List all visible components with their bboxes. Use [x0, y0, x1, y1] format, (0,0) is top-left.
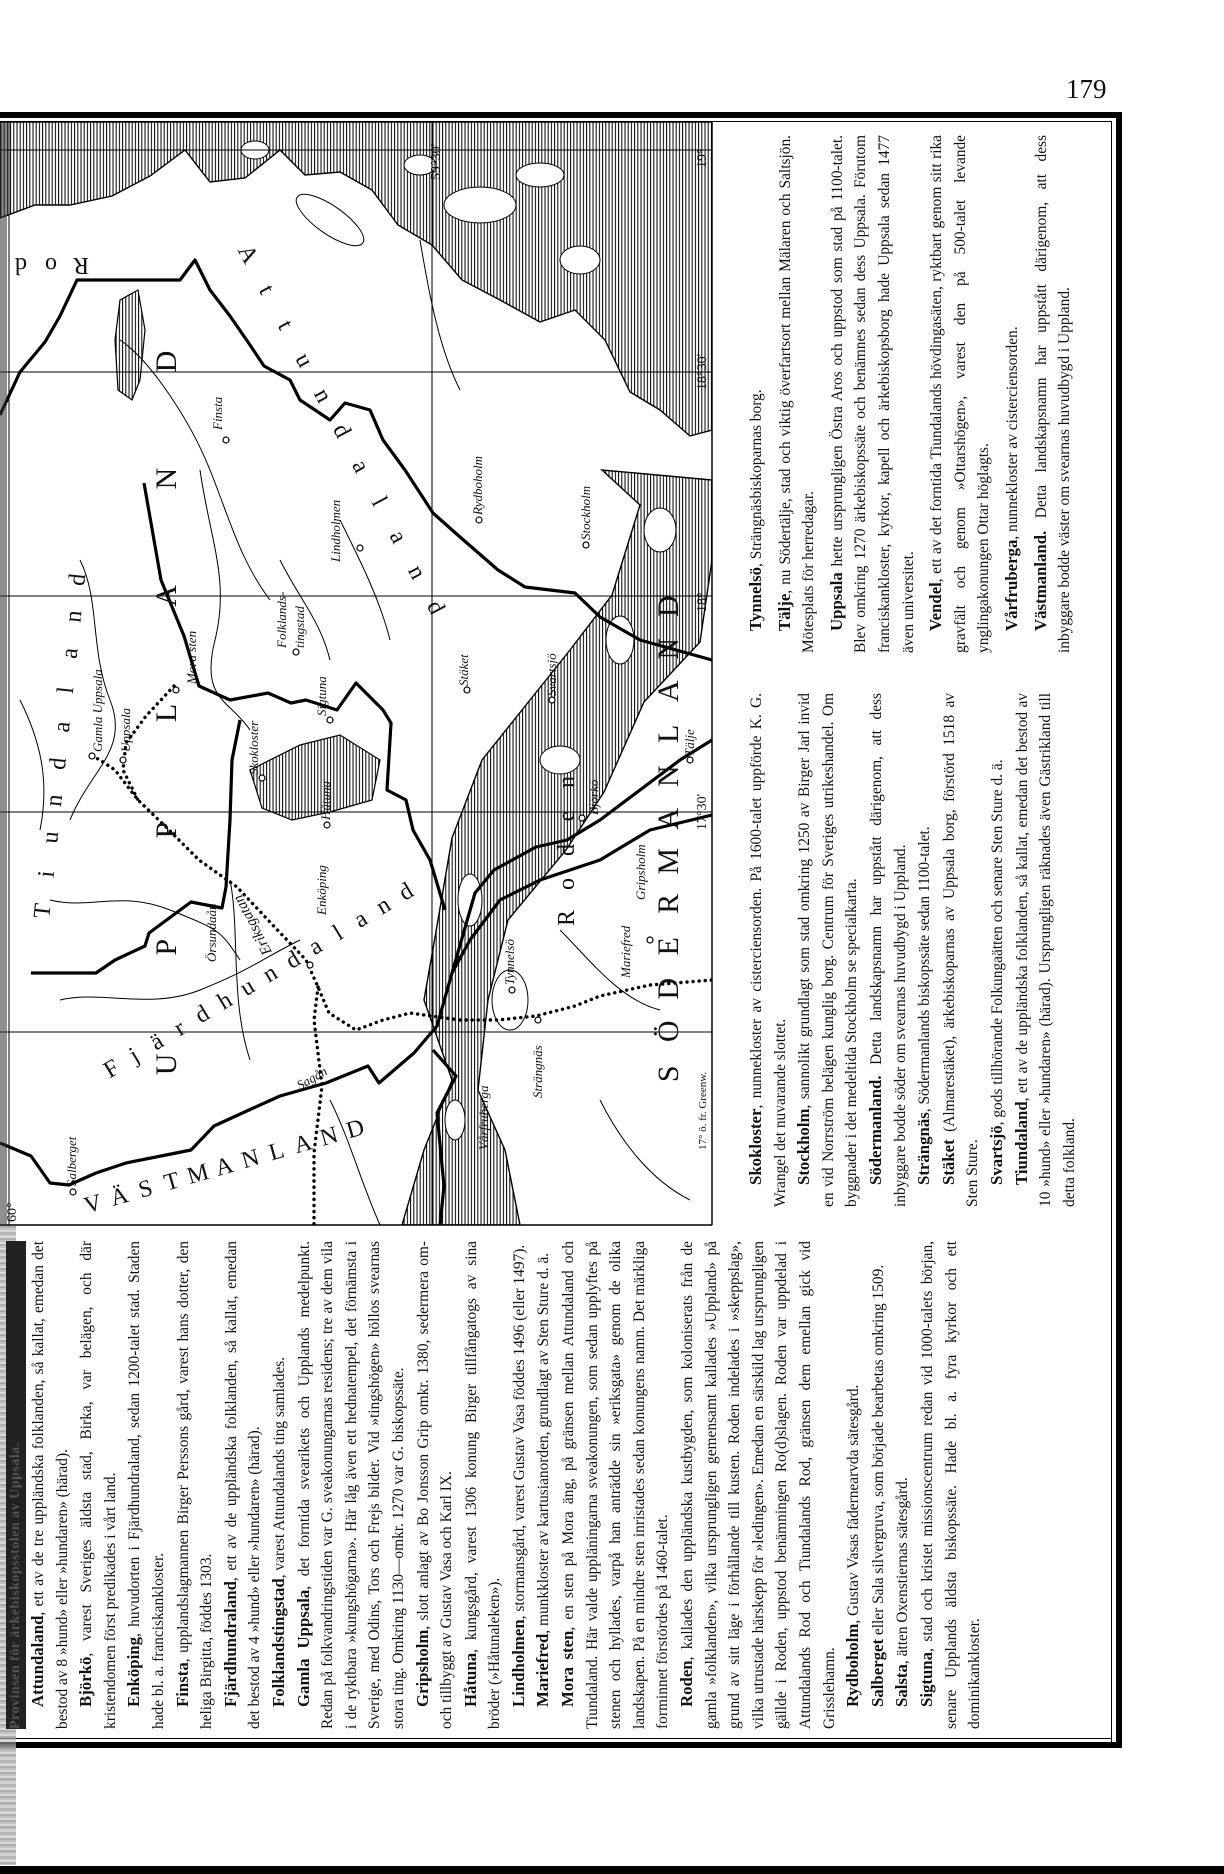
region-label-letter: n [308, 384, 337, 408]
entry-term: Finsta [172, 1662, 192, 1707]
region-label-letter: N [652, 637, 685, 660]
region-label-letter: N [150, 467, 183, 490]
place-label-svartsjo: Svartsjö [544, 653, 559, 696]
region-label-letter: e [554, 810, 580, 822]
gazetteer-entry [744, 135, 769, 653]
gazetteer-entry [267, 1241, 292, 1729]
entry-text: , Gustav Vasas fädernearvda sätesgård. [845, 1384, 863, 1624]
region-label-letter: a [346, 455, 375, 478]
entry-text: , stormansgård, varest Gustav Vasa föddes 1496 (eller 1497). [510, 1244, 528, 1620]
region-label-letter: R [652, 893, 685, 914]
place-label-sigtuna: Sigtuna [314, 676, 329, 716]
region-label-letter: n [60, 609, 88, 624]
section-heading: Provinsen för ärkebiskopsstolen av Uppsala. [6, 1241, 26, 1729]
region-label-letter: a [304, 932, 327, 961]
region-label-letter: r [169, 1015, 190, 1042]
region-label-letter: A [652, 680, 685, 703]
entry-term: Uppsala [826, 572, 846, 631]
region-label-letter: t [253, 280, 280, 299]
entry-term: Gripsholm [412, 1629, 432, 1707]
entry-term: Mariefred [533, 1633, 553, 1707]
place-label-mora-sten: Mora sten [184, 630, 199, 684]
gazetteer-entry [773, 135, 821, 653]
entry-term: Gamla Uppsala [293, 1589, 313, 1707]
place-label-finsta: Finsta [210, 396, 225, 430]
entry-text: , varest Attundalands ting samlades. [270, 1356, 288, 1579]
grid-label-19: 19° [695, 148, 710, 168]
region-label-letter: d [421, 596, 450, 619]
region-label-letter: n [258, 959, 283, 989]
place-label-gamla-uppsala: Gamla Uppsala [90, 669, 105, 752]
place-label-gripsholm: Gripsholm [633, 844, 648, 900]
region-label-letter: d [15, 252, 27, 278]
entry-text: , kungsgård, varest 1306 konung Birger tillfångatogs av sina bröder (»Håtunaleken»). [462, 1241, 504, 1729]
grid-label-60: 60° [5, 1202, 20, 1222]
gazetteer-column-1 [6, 1241, 987, 1729]
region-label-letter: o [554, 878, 580, 890]
region-label-letter: N [317, 1121, 342, 1152]
entry-term: Skokloster [746, 1108, 765, 1185]
region-label-letter: P [150, 938, 183, 956]
gazetteer-entry [890, 1241, 915, 1729]
region-label-letter: A [212, 1152, 237, 1182]
page-number: 179 [1066, 74, 1107, 104]
region-label-letter: Ä [107, 1182, 132, 1212]
gazetteer-entry [915, 1241, 987, 1729]
entry-text: , en sten på Mora äng, på gränsen mellan Attundaland och Tiundaland. Här valde uppläningarna sveakonungen, som sedan upplyftes på stenen och hyllades, varpå han anträdde sin »eriksgata» genom de olika landskapen. På en mindre sten inristades sedan konungens namn. Det märkliga forminnet förstördes på 1460-talet. [560, 1241, 672, 1729]
entry-text: hette ursprungligen Östra Aros och uppstod som stad på 1100-talet. Blev omkring 1270 ärkebiskopssäte och benämnes sedan dess Uppsala. Förutom franciskankloster, kyrkor, kapell och ärkebiskopsborg hade Uppsala sedan 1477 även universitet. [828, 135, 917, 653]
grid-label-17-30: 17°30' [695, 793, 710, 830]
region-label-letter: u [289, 348, 319, 372]
region-label-letter: a [349, 905, 373, 934]
place-label-talje: Tälje [682, 729, 697, 756]
entry-text: , huvudorten i Fjärdhundraland, sedan 1200-talet stad. Staden hade bl. a. franciskankloster. [126, 1241, 167, 1729]
region-label-letter: A [150, 585, 183, 607]
entry-text: , ett av de uppländska folklanden, så kallat, emedan det bestod av 10 »hund» eller »hundaren» (härad). Ursprungligen räknades även Gästrikland till detta folkland. [1013, 693, 1078, 1207]
entry-term: Sigtuna [916, 1651, 936, 1707]
place-label-salberget: Salberget [64, 1136, 79, 1186]
entry-term: Västmanland. [1030, 530, 1050, 631]
region-label-letter: n [554, 776, 580, 788]
entry-text: Detta landskapsnamn har uppstått därigenom, att dess inbyggare bodde väster om svearnas huvudbygd i Uppland. [1032, 135, 1074, 653]
region-label-letter: D [652, 595, 685, 618]
rotated-text-layer [0, 115, 1120, 1745]
entry-term: Roden [677, 1660, 697, 1707]
gazetteer-entry [744, 693, 792, 1207]
place-label-enkoping: Enköping [314, 865, 329, 915]
region-label-letter: d [327, 419, 356, 443]
place-label-uppsala: Uppsala [118, 707, 133, 752]
place-label-staket: Stäket [456, 654, 471, 686]
region-label-letter: i [33, 869, 61, 879]
entry-term: Tälje [774, 593, 794, 631]
entry-term: Tiundaland [1011, 1101, 1031, 1185]
place-label-tynnelso: Tynnelsö [502, 939, 517, 985]
entry-text: , ett av de tre uppländska folklanden, så kallat, emedan det bestod av 8 »hund» eller »hundaren» (härad). [30, 1241, 71, 1729]
region-label-letter: D [150, 350, 183, 373]
place-label-folklandstingstad-2: tingstad [292, 606, 307, 648]
entry-term: Björkö [76, 1656, 96, 1707]
entry-term: Vårfruberga [1001, 539, 1021, 631]
region-label-letter: V [81, 1189, 106, 1220]
region-label-letter: l [365, 492, 393, 511]
entry-text: , det forntida svearikets och Upplands medelpunkt. Redan på folkvandringstiden var G. sveakonungarnas residens; tre av dem vila i de ryktbara »kungshögarna». Här låg även ett hednatempel, det förnämsta i Sverige, med Odins, Tors och Frejs bilder. Vid »tingshögen» höllos svearnas stora ting. Omkring 1130—omkr. 1270 var G. biskopssäte. [295, 1241, 407, 1729]
region-label-letter: D [343, 1114, 368, 1145]
region-label-letter: P [150, 821, 183, 839]
gazetteer-column-2 [744, 693, 1081, 1207]
gazetteer-entry [459, 1241, 507, 1729]
gazetteer-entry [1000, 135, 1025, 653]
place-label-eriksgatan: Eriksgatan [230, 891, 276, 958]
entry-term: Salberget [867, 1638, 887, 1707]
gazetteer-entry [866, 1241, 891, 1729]
region-label-letter: d [394, 877, 419, 907]
region-label-letter: d [44, 756, 72, 771]
region-label-letter: A [232, 240, 264, 269]
region-label-letter: L [150, 703, 183, 723]
region-label-letter: d [190, 1000, 215, 1029]
place-label-hatuna: Håtuna [318, 781, 333, 820]
entry-term: Folklandstingstad [268, 1578, 288, 1707]
entry-term: Rydboholm [843, 1623, 863, 1707]
entry-term: Enköping [124, 1637, 144, 1707]
entry-text: , Strängnäsbiskoparnas borg. [748, 389, 765, 567]
gazetteer-entry [675, 1241, 841, 1729]
region-label-letter: n [371, 891, 396, 921]
entry-term: Lindholmen [508, 1619, 528, 1707]
place-label-lindholmen: Lindholmen [328, 499, 343, 562]
grid-label-18: 18° [695, 592, 710, 612]
grid-label-17: 17° ö. fr. Greenw. [697, 1071, 709, 1150]
place-label-varfruberga: Vårfruberga [476, 1085, 491, 1150]
entry-term: Håtuna [460, 1652, 480, 1707]
region-label-letter: R [554, 909, 580, 927]
entry-text: , munkkloster av kartusianorden, grundlagt av Sten Sture d. ä. [535, 1252, 553, 1634]
entry-text: , gods tillhörande Folkungaätten och senare Sten Sture d. ä. [988, 759, 1006, 1126]
region-label-letter: R [72, 252, 90, 278]
place-label-bjorko: Björkö [586, 779, 601, 815]
region-label-letter: l [52, 685, 80, 695]
region-label-letter: n [40, 793, 69, 808]
grid-label-59-30: 59°30' [429, 143, 444, 180]
gazetteer-entry [1010, 693, 1082, 1207]
region-label-letter: M [652, 847, 685, 875]
region-label-letter: L [652, 724, 685, 743]
region-label-letter: j [124, 1042, 144, 1069]
region-label-letter: a [48, 720, 76, 734]
place-label-sagan: Sagån [294, 1063, 330, 1093]
gazetteer-entry [864, 693, 912, 1207]
region-label-letter: S [652, 1065, 685, 1083]
entry-text: , Södermanlands biskopssäte sedan 1100-talet. [916, 826, 934, 1113]
entry-text: , nu Södertälje, stad och viktig överfartsort mellan Mälaren och Saltsjön. Mötesplats för herredagar. [776, 135, 818, 653]
region-label-letter: d [554, 844, 580, 856]
region-label-letter: S [135, 1175, 156, 1204]
entry-text: , ett av det forntida Tiundalands hövdingasäten, ryktbart genom sitt rika gravfält och genom »Ottarshögen», varest den på 500-talet levande ynglingakonungen Ottar höglagts. [928, 135, 993, 653]
region-label-letter: A [652, 807, 685, 830]
place-label-orsundaan: Örsundaån [204, 903, 219, 962]
gazetteer-entry [26, 1241, 74, 1729]
entry-text: , nunnekloster av cisterciensorden. På 1600-talet uppförde K. G. Wrangel det nuvarande slottet. [748, 693, 789, 1207]
gazetteer-entry [219, 1241, 267, 1729]
region-label-letter: L [266, 1137, 288, 1167]
entry-term: Vendel [926, 582, 946, 631]
entry-text: , ett av de uppländska folklanden, så kallat, emedan det bestod av 4 »hund» eller »hundaren» (härad). [222, 1241, 264, 1729]
entry-text: , kallades den uppländska kustbygden, som koloniserats från de gamla »folklanden», vilka ursprungligen gemensamt kallades »Uppland» på grund av sitt läge i förhållande till kusten. Roden indelades i »skeppslag», vilka utrustade härskepp för »ledingen». Emedan en särskild lag ursprungligen gällde i Roden, uppstod benämningen Ro(d)slagen. Roden var uppdelad i Attundalands Rod och Tiundalands Rod, gränsen dem emellan gick vid Grisslehamn. [679, 1241, 838, 1729]
entry-term: Stäket [938, 1139, 958, 1185]
region-label-letter: T [29, 902, 57, 920]
entry-term: Tynnelsö [746, 566, 765, 631]
gazetteer-entry [292, 1241, 411, 1729]
region-label-letter: D [652, 977, 685, 1000]
entry-text: , nunnekloster av cisterciensorden. [1003, 326, 1021, 540]
place-label-rydboholm: Rydboholm [470, 456, 485, 515]
region-label-letter: N [238, 1144, 263, 1175]
region-label-letter: h [213, 986, 237, 1016]
gazetteer-entry [825, 135, 920, 653]
region-label-letter: d [64, 572, 92, 587]
region-label-letter: T [161, 1167, 183, 1197]
entry-text: (Almarestäket), ärkebiskoparnas av Uppsala borg, förstörd 1518 av Sten Sture. [940, 693, 982, 1207]
place-label-mariefred: Mariefred [618, 925, 633, 978]
entry-text: , ätten Oxenstiernas sätesgård. [894, 1477, 912, 1665]
entry-text: , varest Sveriges äldsta stad, Birka, var belägen, och där kristendomen först predikades i vårt land. [78, 1241, 119, 1729]
gazetteer-entry [792, 693, 864, 1207]
region-label-letter: U [150, 1053, 183, 1076]
gazetteer-entry [924, 135, 996, 653]
entry-text: eller Sala silvergruva, som började bearbetas omkring 1509. [869, 1264, 887, 1639]
entry-term: Fjärdhundraland [220, 1581, 240, 1707]
region-label-letter: F [99, 1054, 125, 1084]
gazetteer-entry [1029, 135, 1077, 653]
entry-text: , slott anlagt av Bo Jonsson Grip omkr. 1380, sedermera om- och tillbyggt av Gustav Vasa och Karl IX. [414, 1241, 456, 1729]
gazetteer-entry [171, 1241, 219, 1729]
entry-term: Stockholm [794, 1108, 814, 1185]
gazetteer-entry [531, 1241, 556, 1729]
gazetteer-entry [841, 1241, 866, 1729]
region-label-letter: t [272, 315, 299, 335]
entry-term: Södermanland. [865, 1075, 885, 1185]
region-label-letter: E [652, 937, 685, 956]
region-label-letter: a [383, 526, 412, 548]
gazetteer-entry [507, 1241, 532, 1729]
place-label-stockholm: Stockholm [578, 485, 593, 540]
gazetteer-entry [985, 693, 1010, 1207]
gazetteer-entry [937, 693, 985, 1207]
region-label-letter: A [290, 1129, 315, 1160]
region-label-letter: d [281, 946, 305, 975]
entry-term: Strängnäs [914, 1112, 934, 1185]
region-label-letter: n [402, 560, 431, 584]
region-label-letter: o [45, 252, 57, 278]
gazetteer-entry [912, 693, 937, 1207]
entry-text: , stad och kristet missionscentrum redan vid 1000-talets början, senare Upplands äldsta biskopssäte. Hade bl. a. fyra kyrkor och ett dominikankloster. [918, 1241, 984, 1729]
region-label-letter: N [652, 765, 685, 788]
entry-text: , sannolikt grundlagt som stad omkring 1250 av Birger Jarl invid en vid Norrström belägen kunglig borg. Centrum för Sveriges utrikeshandel. Om byggnader i det medeltida Stockholm se specialkarta. [796, 693, 861, 1207]
entry-text: Detta landskapsnamn har uppstått därigenom, att dess inbyggare bodde söder om svearnas huvudbygd i Uppland. [867, 693, 909, 1207]
entry-term: Svartsjö [986, 1125, 1006, 1185]
region-label-letter: u [235, 973, 260, 1002]
region-label-letter: M [184, 1159, 212, 1190]
gazetteer-entry [74, 1241, 122, 1729]
gazetteer-entry [556, 1241, 675, 1729]
region-label-letter: u [37, 829, 65, 845]
region-label-letter: Ö [652, 1020, 685, 1043]
gazetteer-entry [411, 1241, 459, 1729]
entry-term: Salsta [892, 1664, 912, 1707]
entry-text: , upplandslagmannen Birger Perssons gård, varest hans dotter, den heliga Birgitta, föddes 1303. [174, 1241, 216, 1729]
gazetteer-column-3 [744, 135, 1081, 653]
place-label-strangnas: Strängnäs [530, 1045, 545, 1098]
entry-term: Mora sten [558, 1630, 578, 1707]
gazetteer-entry [122, 1241, 170, 1729]
region-label-letter: a [56, 646, 84, 660]
grid-label-18-30: 18°30' [695, 353, 710, 390]
region-label-letter: ä [145, 1028, 169, 1056]
region-label-letter: l [328, 920, 348, 946]
place-label-folklandstingstad-1: Folklands- [274, 591, 289, 648]
place-label-skokloster: Skokloster [246, 720, 261, 775]
entry-term: Attundaland [28, 1615, 47, 1707]
